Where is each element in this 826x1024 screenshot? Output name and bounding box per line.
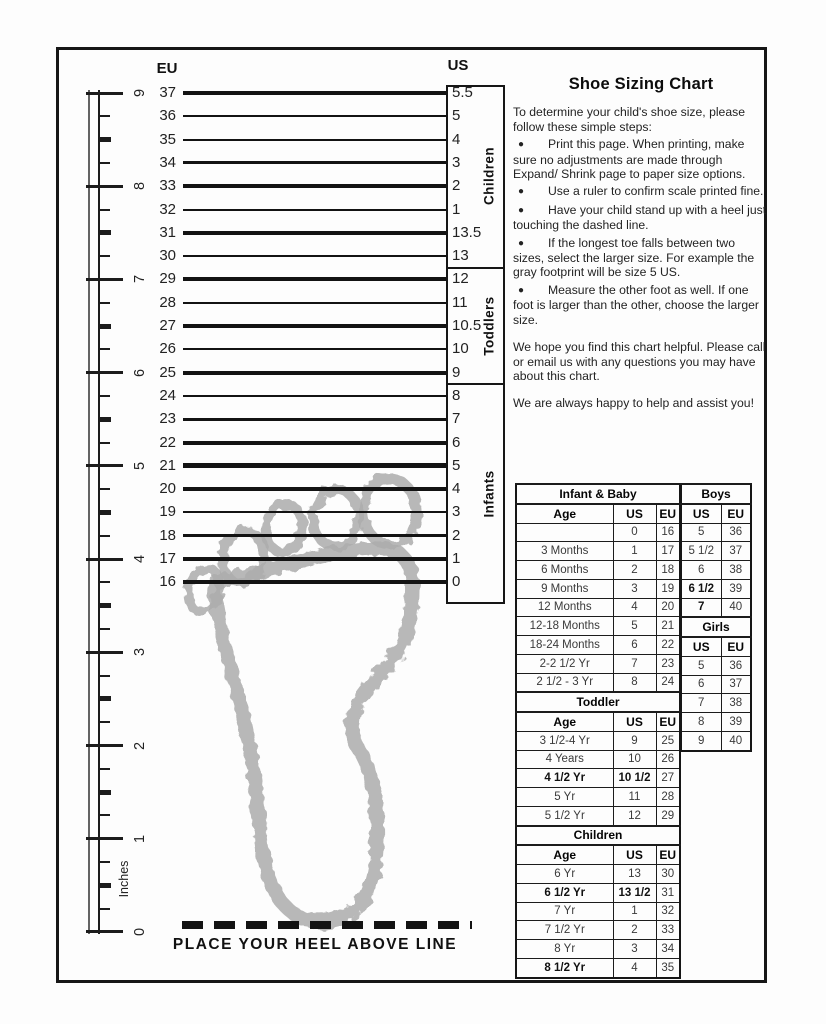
table-row [681, 598, 751, 617]
ruler-quarter-tick [98, 395, 110, 397]
bullet-icon: ● [518, 186, 525, 198]
ruler-quarter-tick [98, 675, 110, 677]
table-cell: 38 [721, 694, 751, 713]
table-cell: 9 [613, 731, 656, 750]
ruler-quarter-tick [98, 814, 110, 816]
table-header-cell: US [613, 712, 656, 731]
us-size-label: 6 [452, 433, 461, 451]
table-cell: 3 1/2-4 Yr [516, 731, 613, 750]
table-cell: 40 [721, 731, 751, 750]
us-size-label: 9 [452, 363, 461, 381]
ruler-quarter-tick [98, 348, 110, 350]
table-cell: 31 [656, 883, 680, 902]
ruler-inch-number: 9 [132, 88, 148, 98]
table-cell [516, 523, 613, 542]
us-size-label: 8 [452, 386, 461, 404]
table-cell: 1 [613, 542, 656, 561]
eu-size-label: 31 [159, 223, 176, 241]
inches-axis-label: Inches [117, 860, 131, 898]
table-header-cell: EU [721, 637, 751, 656]
ruler-quarter-tick [98, 861, 110, 863]
eu-size-label: 26 [159, 340, 176, 358]
table-row [516, 579, 680, 598]
ruler-inch-tick [86, 185, 123, 188]
table-row [516, 788, 680, 807]
table-cell: 3 Months [516, 542, 613, 561]
table-row [681, 713, 751, 732]
ruler-inch-number: 0 [132, 927, 148, 937]
us-size-label: 7 [452, 410, 461, 428]
ruler-inch-number: 4 [132, 555, 148, 564]
table-cell: 2-2 1/2 Yr [516, 654, 613, 673]
table-cell: 29 [656, 806, 680, 825]
table-cell: 6 [613, 636, 656, 655]
ruler-quarter-tick [98, 442, 110, 444]
table-header-cell: Age [516, 712, 613, 731]
closing-text-1: We hope you find this chart helpful. Please call or email us with any questions you may have about this chart. [513, 340, 766, 383]
ruler-quarter-tick [98, 302, 110, 304]
table-header-cell: US [613, 504, 656, 523]
table-cell: 19 [656, 579, 680, 598]
size-line-eu-27 [183, 324, 446, 328]
table-cell: 39 [721, 713, 751, 732]
table-cell: 27 [656, 769, 680, 788]
bullet-item-2: ● Use a ruler to confirm scale printed fine. [513, 184, 769, 199]
table-row [681, 675, 751, 694]
table-row [516, 673, 680, 692]
ruler-quarter-tick [98, 535, 110, 537]
table-cell: 8 Yr [516, 940, 613, 959]
size-line-eu-25 [183, 371, 446, 375]
ruler-half-tick [98, 137, 111, 142]
size-line-eu-32 [183, 209, 446, 211]
eu-size-label: 20 [159, 480, 176, 498]
table-cell: 4 1/2 Yr [516, 769, 613, 788]
ruler-inch-tick [86, 651, 123, 654]
table-header-cell: Children [516, 826, 680, 846]
table-cell: 34 [656, 940, 680, 959]
table-row [681, 561, 751, 580]
size-line-eu-16 [183, 580, 446, 584]
size-line-eu-36 [183, 115, 446, 117]
table-cell: 8 1/2 Yr [516, 958, 613, 977]
heel-instruction-text: PLACE YOUR HEEL ABOVE LINE [172, 936, 458, 953]
table-row [516, 654, 680, 673]
ruler-half-tick [98, 510, 111, 515]
table-row [516, 902, 680, 921]
table-cell: 16 [656, 523, 680, 542]
us-size-label: 12 [452, 270, 469, 288]
us-size-label: 3 [452, 503, 461, 521]
ruler-inch-tick [86, 92, 123, 95]
table-row [516, 731, 680, 750]
size-line-eu-17 [183, 557, 446, 561]
table-cell: 21 [656, 617, 680, 636]
table-cell: 7 [681, 694, 721, 713]
table-row [681, 617, 751, 637]
size-line-eu-26 [183, 348, 446, 350]
table-cell: 22 [656, 636, 680, 655]
ruler-inch-number: 3 [132, 648, 148, 657]
page-title: Shoe Sizing Chart [568, 75, 714, 93]
age-size-table [515, 483, 681, 979]
table-row [681, 637, 751, 656]
table-row [516, 921, 680, 940]
table-cell: 38 [721, 561, 751, 580]
ruler-quarter-tick [98, 768, 110, 770]
size-line-eu-33 [183, 184, 446, 188]
table-cell: 1 [613, 902, 656, 921]
ruler-quarter-tick [98, 581, 110, 583]
ruler-inch-tick [86, 558, 123, 561]
eu-size-label: 36 [159, 107, 176, 125]
table-row [681, 542, 751, 561]
group-label-children: Children [481, 147, 497, 206]
table-header-cell: EU [721, 504, 751, 523]
bullet-item-5: ● Measure the other foot as well. If one foot is larger than the other, choose the larger size. [513, 282, 759, 327]
size-line-eu-37 [183, 91, 446, 95]
us-group-divider [446, 267, 505, 269]
table-cell: 7 [613, 654, 656, 673]
us-size-label: 5 [452, 107, 461, 125]
size-line-eu-20 [183, 487, 446, 491]
table-row [516, 523, 680, 542]
table-cell: 12 [613, 806, 656, 825]
ruler-inch-number: 8 [132, 182, 148, 191]
table-row [516, 750, 680, 769]
eu-size-label: 37 [159, 84, 176, 101]
table-row [681, 504, 751, 523]
table-cell: 5 1/2 Yr [516, 806, 613, 825]
table-cell: 4 [613, 598, 656, 617]
table-cell: 2 1/2 - 3 Yr [516, 673, 613, 692]
eu-size-label: 32 [159, 200, 176, 218]
eu-size-label: 33 [159, 177, 176, 195]
ruler-inch-tick [86, 371, 123, 374]
bullet-icon: ● [518, 237, 525, 249]
ruler-inch-number: 1 [132, 834, 148, 843]
ruler-inch-tick [86, 837, 123, 840]
table-cell: 9 Months [516, 579, 613, 598]
size-line-eu-23 [183, 418, 446, 421]
closing-text-2: We are always happy to help and assist you! [513, 396, 754, 411]
ruler-inch-tick [86, 278, 123, 281]
table-cell: 4 Years [516, 750, 613, 769]
table-cell: 2 [613, 921, 656, 940]
ruler-quarter-tick [98, 162, 110, 164]
us-size-label: 1 [452, 550, 461, 567]
us-group-divider [446, 383, 505, 385]
eu-size-label: 25 [159, 363, 176, 381]
table-row [516, 845, 680, 864]
table-cell: 37 [721, 675, 751, 694]
size-line-eu-21 [183, 463, 446, 468]
size-line-eu-22 [183, 441, 446, 445]
table-row [516, 617, 680, 636]
eu-size-label: 34 [159, 153, 176, 171]
table-cell: 40 [721, 598, 751, 617]
table-header-cell: EU [656, 845, 680, 864]
table-header-cell: US [681, 504, 721, 523]
table-cell: 7 1/2 Yr [516, 921, 613, 940]
table-cell: 36 [721, 523, 751, 542]
eu-size-label: 23 [159, 410, 176, 428]
eu-size-label: 27 [159, 317, 176, 334]
heel-dashed-line [182, 921, 472, 929]
us-size-label: 2 [452, 177, 461, 195]
table-cell: 30 [656, 865, 680, 884]
table-row [516, 636, 680, 655]
table-row [681, 731, 751, 750]
ruler-quarter-tick [98, 628, 110, 630]
eu-size-label: 18 [159, 526, 176, 544]
table-header-cell: Boys [681, 484, 751, 504]
boys-girls-size-table [680, 483, 752, 752]
ruler-half-tick [98, 324, 111, 329]
table-cell: 5 [613, 617, 656, 636]
table-header-cell: EU [656, 712, 680, 731]
table-row [516, 484, 680, 504]
table-cell: 7 [681, 598, 721, 617]
table-row [516, 769, 680, 788]
us-size-label: 4 [452, 480, 461, 498]
eu-size-label: 21 [159, 456, 176, 474]
table-header-cell: US [613, 845, 656, 864]
us-size-label: 5.5 [452, 84, 473, 101]
table-cell: 5 1/2 [681, 542, 721, 561]
table-row [681, 579, 751, 598]
table-cell: 10 [613, 750, 656, 769]
eu-size-label: 17 [159, 550, 176, 567]
ruler-half-tick [98, 230, 111, 235]
ruler-inch-tick [86, 930, 123, 933]
table-cell: 6 1/2 Yr [516, 883, 613, 902]
ruler-inch-number: 5 [132, 461, 148, 470]
table-cell: 25 [656, 731, 680, 750]
size-line-eu-24 [183, 395, 446, 397]
size-line-eu-31 [183, 231, 446, 235]
table-cell: 6 Yr [516, 865, 613, 884]
table-row [516, 883, 680, 902]
table-cell: 8 [681, 713, 721, 732]
table-cell: 20 [656, 598, 680, 617]
table-row [516, 958, 680, 977]
table-header-cell: Infant & Baby [516, 484, 680, 504]
ruler-quarter-tick [98, 115, 110, 117]
us-size-label: 1 [452, 200, 461, 218]
table-row [516, 542, 680, 561]
us-size-label: 0 [452, 573, 461, 591]
table-row [681, 523, 751, 542]
table-cell: 5 [681, 523, 721, 542]
table-header-cell: Girls [681, 617, 751, 637]
table-cell: 3 [613, 579, 656, 598]
table-header-cell: US [681, 637, 721, 656]
bullet-item-4: ● If the longest toe falls between two sizes, select the larger size. For example the gray footprint will be size 5 US. [513, 235, 755, 280]
table-row [516, 826, 680, 846]
table-row [516, 940, 680, 959]
table-row [516, 504, 680, 523]
table-cell: 37 [721, 542, 751, 561]
ruler-inch-number: 2 [132, 741, 148, 750]
table-cell: 4 [613, 958, 656, 977]
eu-size-label: 28 [159, 293, 176, 311]
table-cell: 39 [721, 579, 751, 598]
table-row [516, 712, 680, 731]
ruler-quarter-tick [98, 721, 110, 723]
eu-size-label: 24 [159, 386, 176, 404]
table-cell: 18-24 Months [516, 636, 613, 655]
us-size-label: 4 [452, 130, 461, 148]
table-cell: 13 1/2 [613, 883, 656, 902]
table-cell: 28 [656, 788, 680, 807]
us-column-header: US [447, 57, 469, 74]
eu-size-label: 30 [159, 247, 176, 265]
ruler-inch-tick [86, 464, 123, 467]
ruler-inch-tick [86, 744, 123, 747]
us-size-label: 5 [452, 456, 461, 474]
table-cell: 33 [656, 921, 680, 940]
ruler-half-tick [98, 417, 111, 422]
table-cell: 8 [613, 673, 656, 692]
table-cell: 26 [656, 750, 680, 769]
ruler-quarter-tick [98, 255, 110, 257]
ruler-quarter-tick [98, 908, 110, 910]
ruler-inch-number: 7 [132, 275, 148, 284]
table-cell: 35 [656, 958, 680, 977]
size-line-eu-18 [183, 534, 446, 537]
bullet-item-1: ● Print this page. When printing, make sure no adjustments are made through Expand/ Shrink page to paper size options. [513, 137, 746, 182]
table-cell: 12-18 Months [516, 617, 613, 636]
size-line-eu-28 [183, 302, 446, 304]
bullet-icon: ● [518, 284, 525, 296]
table-cell: 9 [681, 731, 721, 750]
table-cell: 32 [656, 902, 680, 921]
table-header-cell: EU [656, 504, 680, 523]
eu-size-label: 35 [159, 130, 176, 148]
table-cell: 36 [721, 656, 751, 675]
table-cell: 6 1/2 [681, 579, 721, 598]
table-row [516, 806, 680, 825]
eu-size-label: 29 [159, 270, 176, 288]
table-cell: 2 [613, 561, 656, 580]
ruler-half-tick [98, 790, 111, 795]
ruler-half-tick [98, 883, 111, 888]
size-line-eu-19 [183, 511, 446, 513]
table-cell: 5 Yr [516, 788, 613, 807]
bullet-icon: ● [518, 139, 525, 151]
table-cell: 7 Yr [516, 902, 613, 921]
us-size-label: 2 [452, 526, 461, 544]
table-cell: 18 [656, 561, 680, 580]
table-header-cell: Age [516, 845, 613, 864]
eu-size-label: 16 [159, 573, 176, 591]
table-cell: 24 [656, 673, 680, 692]
table-row [516, 598, 680, 617]
us-size-label: 13 [452, 247, 469, 265]
instructions-panel [513, 77, 769, 411]
table-row [516, 865, 680, 884]
us-size-label: 13.5 [452, 223, 482, 241]
table-cell: 11 [613, 788, 656, 807]
eu-column-header: EU [156, 60, 178, 77]
table-row [681, 484, 751, 504]
table-cell: 10 1/2 [613, 769, 656, 788]
table-row [681, 656, 751, 675]
bullet-list [513, 137, 769, 327]
ruler-inch-number: 6 [132, 368, 148, 377]
eu-size-label: 22 [159, 433, 176, 451]
ruler-half-tick [98, 696, 111, 701]
table-cell: 3 [613, 940, 656, 959]
table-row [516, 692, 680, 712]
table-cell: 0 [613, 523, 656, 542]
us-size-label: 10.5 [452, 317, 482, 334]
group-label-toddlers: Toddlers [481, 296, 497, 356]
table-cell: 23 [656, 654, 680, 673]
us-size-label: 11 [452, 293, 468, 311]
ruler-half-tick [98, 603, 111, 608]
group-label-infants: Infants [481, 470, 497, 518]
intro-text: To determine your child's shoe size, please follow these simple steps: [513, 105, 745, 134]
table-cell: 13 [613, 865, 656, 884]
table-cell: 17 [656, 542, 680, 561]
size-line-eu-35 [183, 139, 446, 141]
us-size-label: 3 [452, 153, 461, 171]
table-cell: 6 [681, 561, 721, 580]
table-header-cell: Age [516, 504, 613, 523]
ruler-quarter-tick [98, 209, 110, 211]
table-cell: 12 Months [516, 598, 613, 617]
table-row [681, 694, 751, 713]
us-size-label: 10 [452, 340, 469, 358]
bullet-item-3: ● Have your child stand up with a heel just touching the dashed line. [513, 202, 767, 233]
eu-size-label: 19 [159, 503, 176, 521]
size-line-eu-34 [183, 161, 446, 164]
table-cell: 6 Months [516, 561, 613, 580]
table-header-cell: Toddler [516, 692, 680, 712]
table-cell: 5 [681, 656, 721, 675]
table-cell: 6 [681, 675, 721, 694]
bullet-icon: ● [518, 204, 525, 216]
ruler-quarter-tick [98, 488, 110, 490]
size-line-eu-29 [183, 277, 446, 281]
size-line-eu-30 [183, 255, 446, 257]
table-row [516, 561, 680, 580]
ruler-left-rail [88, 90, 90, 934]
